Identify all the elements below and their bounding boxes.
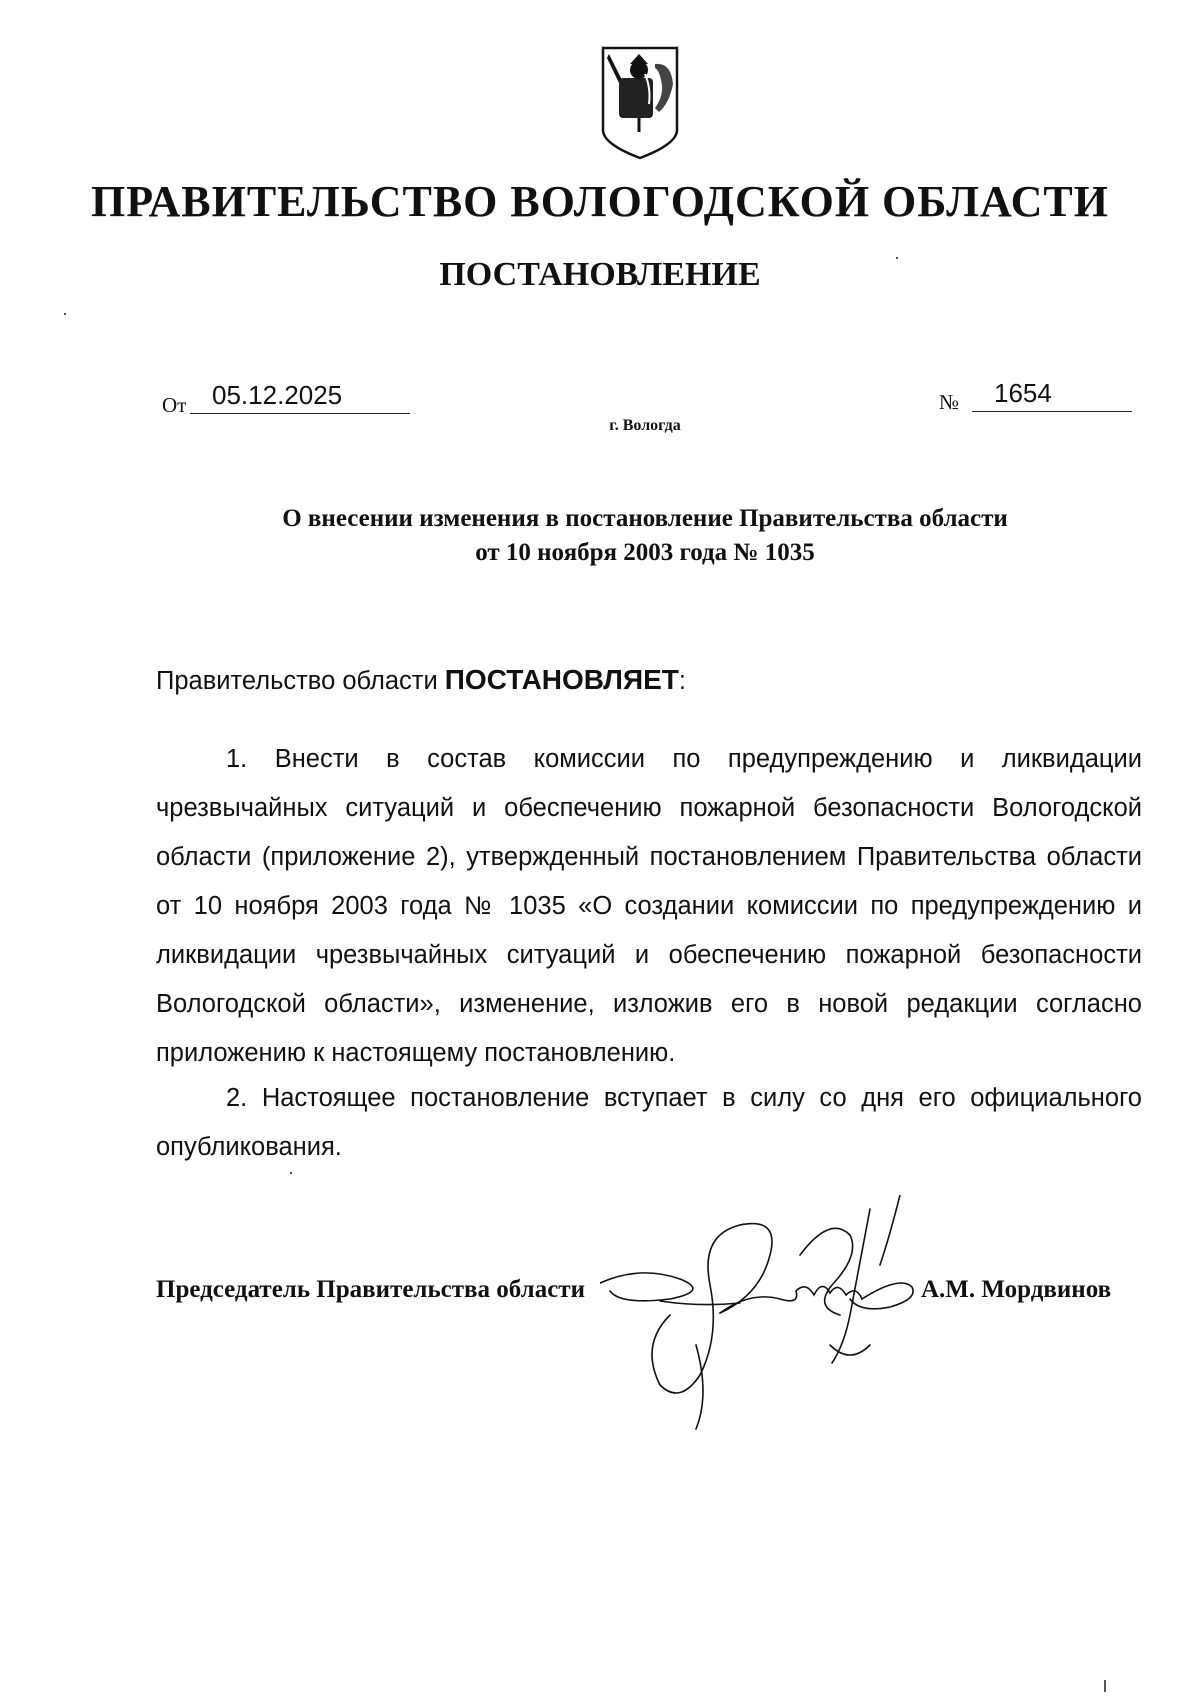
preamble-colon: : xyxy=(678,667,686,695)
signer-name: А.М. Мордвинов xyxy=(921,1276,1112,1303)
subject-line-2: от 10 ноября 2003 года № 1035 xyxy=(475,539,815,566)
document-type-title: ПОСТАНОВЛЕНИЕ xyxy=(439,256,761,293)
scan-speck xyxy=(64,313,66,315)
number-sign: № xyxy=(939,390,960,414)
subject-line-1: О внесении изменения в постановление Правительства области xyxy=(282,505,1008,532)
city-label: г. Вологда xyxy=(609,417,681,434)
date-prefix: От xyxy=(162,393,187,417)
scan-speck xyxy=(1104,1680,1106,1692)
handwritten-signature xyxy=(600,1195,960,1435)
document-subject xyxy=(0,502,1200,570)
scan-speck xyxy=(896,257,898,259)
government-title: ПРАВИТЕЛЬСТВО ВОЛОГОДСКОЙ ОБЛАСТИ xyxy=(91,177,1109,226)
resolution-item-1: 1. Внести в состав комиссии по предупреждению и ликвидации чрезвычайных ситуаций и обеспечению пожарной безопасности Вологодской области (приложение 2), утвержденный постановлением Правительства области от 10 ноября 2003 года № 1035 «О создании комиссии по предупреждению и ликвидации чрезвычайных ситуаций и обеспечению пожарной безопасности Вологодской области», изменение, изложив его в новой редакции согласно приложению к настоящему постановлению. xyxy=(156,745,1142,1067)
scan-speck xyxy=(290,1172,292,1174)
preamble xyxy=(156,655,1142,706)
document-number: 1654 xyxy=(972,378,1132,412)
resolution-item-2: 2. Настоящее постановление вступает в силу со дня его официального опубликования. xyxy=(156,1084,1142,1161)
coat-of-arms-emblem xyxy=(599,44,681,162)
document-date: 05.12.2025 xyxy=(190,380,410,414)
preamble-lead: Правительство области xyxy=(156,667,445,695)
signer-position: Председатель Правительства области xyxy=(156,1276,585,1303)
preamble-decree-word: ПОСТАНОВЛЯЕТ xyxy=(444,664,679,695)
